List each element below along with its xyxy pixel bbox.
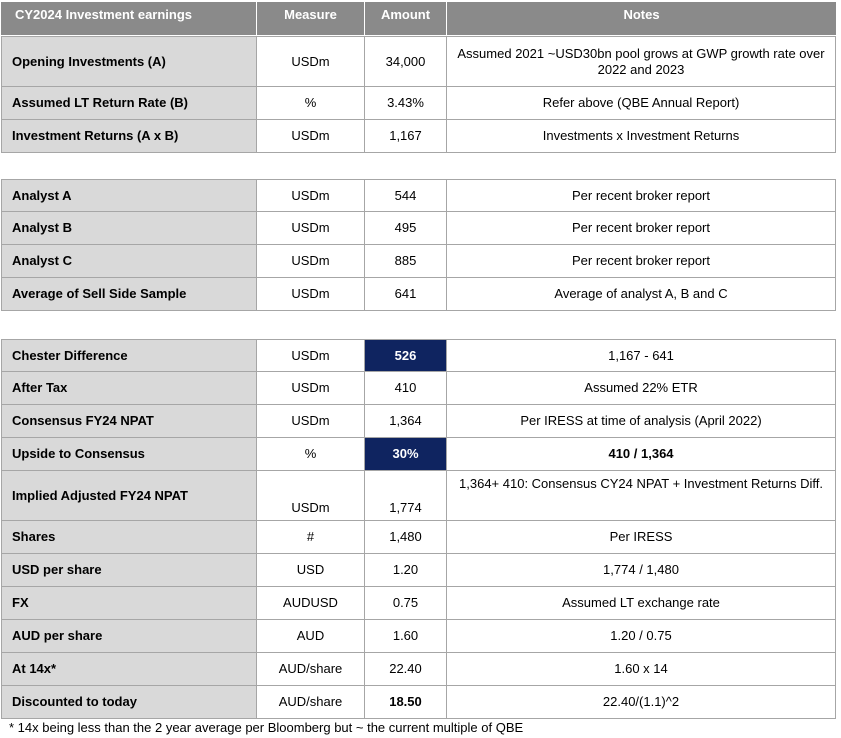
row-measure: %	[257, 87, 365, 120]
row-note: Assumed 2021 ~USD30bn pool grows at GWP growth rate over 2022 and 2023	[447, 36, 836, 87]
row-amount: 0.75	[365, 587, 447, 620]
table-row	[1, 620, 836, 653]
row-amount-highlight: 526	[365, 339, 447, 372]
row-label: Analyst B	[1, 212, 257, 245]
row-measure: AUD/share	[257, 653, 365, 686]
row-measure: AUD	[257, 620, 365, 653]
row-amount: 1,480	[365, 521, 447, 554]
row-measure: USDm	[257, 120, 365, 153]
row-label: AUD per share	[1, 620, 257, 653]
table-row	[1, 405, 836, 438]
header-amount: Amount	[365, 2, 447, 35]
table-row	[1, 179, 836, 212]
row-label: Analyst A	[1, 179, 257, 212]
table-row	[1, 653, 836, 686]
row-note: Investments x Investment Returns	[447, 120, 836, 153]
row-label: Implied Adjusted FY24 NPAT	[1, 471, 257, 521]
row-measure: USDm	[257, 372, 365, 405]
table-row	[1, 554, 836, 587]
row-label: USD per share	[1, 554, 257, 587]
table-row	[1, 245, 836, 278]
row-note: Per IRESS at time of analysis (April 2022)	[447, 405, 836, 438]
row-measure: USD	[257, 554, 365, 587]
header-title: CY2024 Investment earnings	[1, 2, 257, 35]
table-row	[1, 120, 836, 153]
header-measure: Measure	[257, 2, 365, 35]
row-label: Average of Sell Side Sample	[1, 278, 257, 311]
row-measure: USDm	[257, 339, 365, 372]
row-amount: 1,364	[365, 405, 447, 438]
row-label: After Tax	[1, 372, 257, 405]
table-row	[1, 438, 836, 471]
row-note: Refer above (QBE Annual Report)	[447, 87, 836, 120]
table-row	[1, 212, 836, 245]
row-amount: 641	[365, 278, 447, 311]
row-measure: USDm	[257, 36, 365, 87]
row-label: FX	[1, 587, 257, 620]
table-row	[1, 36, 836, 87]
table-row	[1, 339, 836, 372]
table-row	[1, 521, 836, 554]
row-amount: 1.60	[365, 620, 447, 653]
row-note: Per recent broker report	[447, 179, 836, 212]
row-amount: 22.40	[365, 653, 447, 686]
row-measure: USDm	[257, 278, 365, 311]
row-note: 1.60 x 14	[447, 653, 836, 686]
row-note: 1,774 / 1,480	[447, 554, 836, 587]
row-amount: 1.20	[365, 554, 447, 587]
row-label: Chester Difference	[1, 339, 257, 372]
table-row	[1, 686, 836, 719]
row-note: Per recent broker report	[447, 245, 836, 278]
table-row	[1, 278, 836, 311]
row-label: Upside to Consensus	[1, 438, 257, 471]
row-measure: USDm	[257, 179, 365, 212]
row-note: 22.40/(1.1)^2	[447, 686, 836, 719]
row-measure: USDm	[257, 471, 365, 521]
row-amount: 34,000	[365, 36, 447, 87]
row-label: Consensus FY24 NPAT	[1, 405, 257, 438]
row-label: Analyst C	[1, 245, 257, 278]
row-note: 1,167 - 641	[447, 339, 836, 372]
table-row	[1, 372, 836, 405]
row-label: Investment Returns (A x B)	[1, 120, 257, 153]
row-measure: %	[257, 438, 365, 471]
row-note: 410 / 1,364	[447, 438, 836, 471]
row-amount: 1,774	[365, 471, 447, 521]
row-amount: 18.50	[365, 686, 447, 719]
header-notes: Notes	[447, 2, 836, 35]
table-row	[1, 87, 836, 120]
row-measure: AUD/share	[257, 686, 365, 719]
row-label: Discounted to today	[1, 686, 257, 719]
row-measure: USDm	[257, 405, 365, 438]
row-note: Per IRESS	[447, 521, 836, 554]
row-measure: #	[257, 521, 365, 554]
row-amount: 544	[365, 179, 447, 212]
row-measure: USDm	[257, 245, 365, 278]
row-amount: 1,167	[365, 120, 447, 153]
row-label: Shares	[1, 521, 257, 554]
table-header	[1, 2, 836, 35]
row-measure: USDm	[257, 212, 365, 245]
row-amount: 410	[365, 372, 447, 405]
row-label: At 14x*	[1, 653, 257, 686]
row-measure: AUDUSD	[257, 587, 365, 620]
row-note: Per recent broker report	[447, 212, 836, 245]
row-amount: 495	[365, 212, 447, 245]
footnote: * 14x being less than the 2 year average per Bloomberg but ~ the current multiple of QBE	[9, 720, 524, 735]
row-label: Assumed LT Return Rate (B)	[1, 87, 257, 120]
table-row	[1, 471, 836, 521]
row-amount-highlight: 30%	[365, 438, 447, 471]
row-note: 1,364+ 410: Consensus CY24 NPAT + Investment Returns Diff.	[447, 471, 836, 521]
row-amount: 885	[365, 245, 447, 278]
row-note: Assumed LT exchange rate	[447, 587, 836, 620]
row-label: Opening Investments (A)	[1, 36, 257, 87]
row-note: Assumed 22% ETR	[447, 372, 836, 405]
table-row	[1, 587, 836, 620]
row-note: Average of analyst A, B and C	[447, 278, 836, 311]
row-amount: 3.43%	[365, 87, 447, 120]
row-note: 1.20 / 0.75	[447, 620, 836, 653]
